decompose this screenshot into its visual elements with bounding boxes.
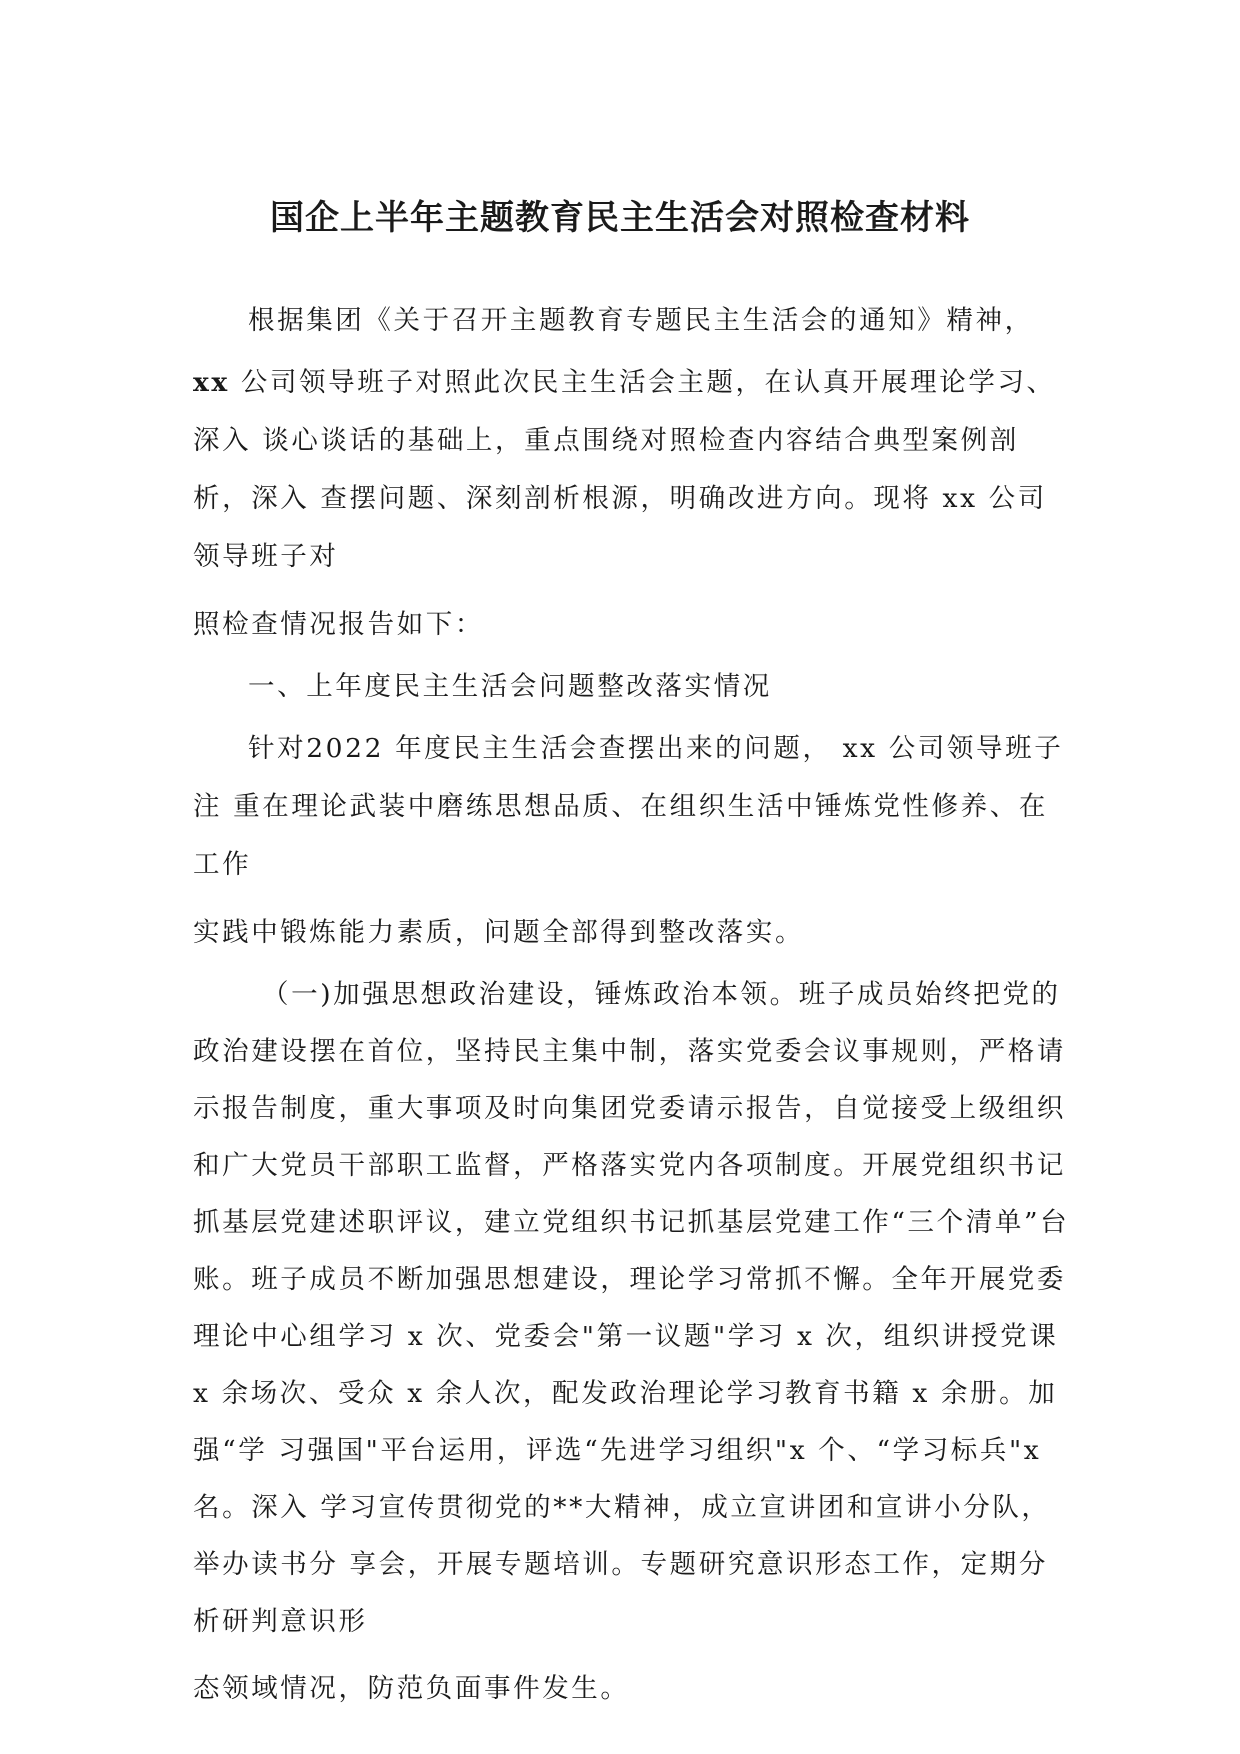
company-placeholder: xx: [193, 367, 230, 398]
text-line: 注 重在理论武装中磨练思想品质、在组织生活中锤炼党性修养、在: [193, 791, 1048, 822]
text-line: 照检查情况报告如下：: [193, 609, 484, 640]
text-line: 举办读书分 享会，开展专题培训。专题研究意识形态工作，定期分: [193, 1549, 1048, 1580]
text-line: 理论中心组学习 x 次、党委会"第一议题"学习 x 次，组织讲授党课: [193, 1321, 1059, 1352]
text-line: [193, 366, 1056, 400]
text-line: 针对2022 年度民主生活会查摆出来的问题， xx 公司领导班子: [248, 733, 1064, 764]
text-line-content: 公司领导班子对照此次民主生活会主题，在认真开展理论学习、: [240, 367, 1056, 398]
document-title: 国企上半年主题教育民主生活会对照检查材料: [270, 198, 970, 238]
text-line: 政治建设摆在首位，坚持民主集中制，落实党委会议事规则，严格请: [193, 1036, 1066, 1067]
text-line: 实践中锻炼能力素质，问题全部得到整改落实。: [193, 917, 805, 948]
text-line: 强“学 习强国"平台运用，评选“先进学习组织"x 个、“学习标兵"x: [193, 1435, 1042, 1466]
text-line: 根据集团《关于召开主题教育专题民主生活会的通知》精神，: [248, 305, 1034, 336]
text-line: 账。班子成员不断加强思想建设，理论学习常抓不懈。全年开展党委: [193, 1264, 1066, 1295]
section-heading: 一、上年度民主生活会问题整改落实情况: [248, 671, 772, 702]
text-line: 和广大党员干部职工监督，严格落实党内各项制度。开展党组织书记: [193, 1150, 1066, 1181]
text-line: 深入 谈心谈话的基础上，重点围绕对照检查内容结合典型案例剖: [193, 425, 1019, 456]
text-line: 名。深入 学习宣传贯彻党的**大精神，成立宣讲团和宣讲小分队，: [193, 1492, 1051, 1523]
text-line: 析，深入 查摆问题、深刻剖析根源，明确改进方向。现将 xx 公司: [193, 483, 1047, 514]
text-line: x 余场次、受众 x 余人次，配发政治理论学习教育书籍 x 余册。加: [193, 1378, 1058, 1409]
text-line: 态领域情况，防范负面事件发生。: [193, 1673, 630, 1704]
text-line: 抓基层党建述职评议，建立党组织书记抓基层党建工作“三个清单”台: [193, 1207, 1070, 1238]
text-line: 领导班子对: [193, 541, 339, 572]
text-line: 示报告制度，重大事项及时向集团党委请示报告，自觉接受上级组织: [193, 1093, 1066, 1124]
text-line: 析研判意识形: [193, 1606, 368, 1637]
subsection-heading: （一)加强思想政治建设，锤炼政治本领。班子成员始终把党的: [262, 979, 1061, 1010]
text-line: 工作: [193, 849, 252, 880]
